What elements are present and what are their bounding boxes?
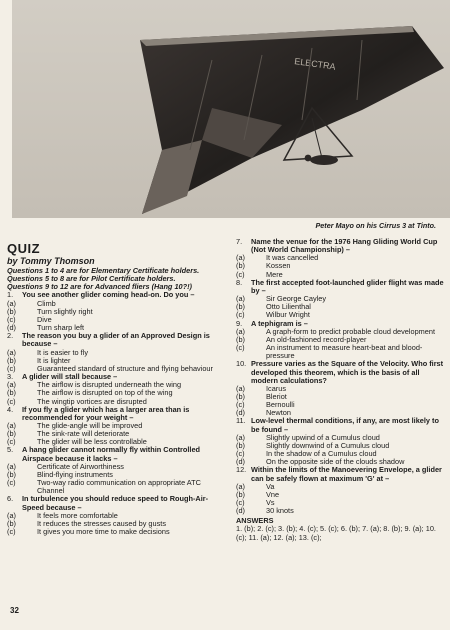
answer-option — [7, 479, 222, 495]
right-question-list — [236, 238, 446, 515]
option-text: Icarus — [266, 383, 286, 393]
option-letter: (a) — [7, 347, 16, 357]
quiz-question — [236, 360, 446, 384]
question-text: The reason you buy a glider of an Approved Design is because – — [22, 331, 210, 349]
option-text: Two-way radio communication on appropriate ATC Channel — [37, 478, 201, 496]
option-letter: (b) — [7, 355, 16, 365]
option-text: It feels more comfortable — [37, 510, 118, 520]
option-letter: (a) — [7, 461, 16, 471]
option-text: Blind-flying instruments — [37, 469, 113, 479]
quiz-question — [236, 466, 446, 482]
option-letter: (b) — [7, 388, 16, 398]
option-text: Newton — [266, 408, 291, 418]
option-letter: (c) — [7, 314, 16, 324]
question-text: A tephigram is – — [251, 318, 308, 328]
option-letter: (b) — [236, 334, 245, 344]
option-text: Certificate of Airworthiness — [37, 461, 124, 471]
option-text: 30 knots — [266, 506, 294, 516]
option-letter: (b) — [7, 469, 16, 479]
option-letter: (c) — [236, 343, 245, 353]
option-letter: (b) — [236, 261, 245, 271]
quiz-note: Questions 5 to 8 are for Pilot Certificate holders. — [7, 274, 176, 284]
hang-glider-image — [12, 0, 450, 218]
option-letter: (b) — [236, 302, 245, 312]
quiz-question — [236, 238, 446, 254]
option-letter: (c) — [236, 310, 245, 320]
option-text: Bernoulli — [266, 400, 295, 410]
option-text: Climb — [37, 298, 56, 308]
option-letter: (d) — [236, 457, 245, 467]
question-number: 8. — [236, 277, 243, 287]
option-text: Turn sharp left — [37, 323, 85, 333]
option-letter: (c) — [7, 478, 16, 488]
question-number: 6. — [7, 494, 14, 504]
question-number: 11. — [236, 416, 246, 426]
option-letter: (a) — [7, 420, 16, 430]
option-letter: (c) — [7, 527, 16, 536]
option-letter: (a) — [7, 510, 16, 520]
option-text: Sir George Cayley — [266, 294, 326, 304]
option-text: Dive — [37, 314, 52, 324]
quiz-question — [7, 406, 222, 422]
option-text: It is easier to fly — [37, 347, 89, 357]
svg-text:ELECTRA: ELECTRA — [293, 56, 337, 72]
option-text: A graph-form to predict probable cloud development — [266, 326, 436, 336]
question-number: 1. — [7, 290, 14, 300]
question-text: A glider will stall because – — [22, 372, 118, 382]
answer-option — [236, 344, 446, 360]
option-text: Vs — [266, 498, 275, 507]
option-text: Slightly downwind of a Cumulus cloud — [266, 440, 390, 450]
option-letter: (c) — [236, 498, 245, 507]
left-column — [7, 238, 222, 536]
option-text: Slightly upwind of a Cumulus cloud — [266, 432, 380, 442]
option-letter: (a) — [7, 298, 16, 308]
question-number: 10. — [236, 359, 247, 369]
option-text: Va — [266, 481, 275, 491]
option-letter: (b) — [236, 440, 245, 450]
option-text: On the opposite side of the clouds shadow — [266, 457, 405, 467]
question-number: 2. — [7, 331, 14, 341]
option-letter: (a) — [236, 326, 245, 336]
option-text: Kossen — [266, 261, 291, 271]
quiz-question — [236, 417, 446, 433]
option-text: Guaranteed standard of structure and flying behaviour — [37, 363, 213, 373]
option-text: The glider will be less controllable — [37, 437, 147, 447]
page-number: 32 — [10, 606, 19, 615]
quiz-byline: by Tommy Thomson — [7, 256, 95, 266]
quiz-note: Questions 9 to 12 are for Advanced fliers (Hang 10?!) — [7, 282, 192, 292]
option-letter: (c) — [236, 449, 245, 459]
question-text: Low-level thermal conditions, if any, are most likely to be found – — [251, 416, 439, 434]
hang-glider-photo — [12, 0, 450, 218]
option-text: The airflow is disrupted on top of the wing — [37, 388, 173, 398]
option-letter: (b) — [7, 429, 16, 439]
option-letter: (a) — [236, 481, 245, 491]
option-text: It reduces the stresses caused by gusts — [37, 518, 166, 528]
question-text: The first accepted foot-launched glider flight was made by – — [251, 277, 444, 295]
quiz-question — [7, 495, 222, 511]
option-letter: (d) — [7, 323, 16, 333]
option-letter: (c) — [236, 269, 245, 279]
question-text: Pressure varies as the Square of the Velocity. Who first developed this theorem, which is the basis of all modern calculations? — [251, 359, 444, 385]
option-letter: (b) — [236, 391, 245, 401]
answer-option — [7, 528, 222, 536]
option-text: Wilbur Wright — [266, 310, 310, 320]
question-text: A hang glider cannot normally fly within Controlled Airspace because it lacks – — [22, 445, 201, 463]
option-text: Turn slightly right — [37, 306, 93, 316]
option-text: In the shadow of a Cumulus cloud — [266, 449, 377, 459]
option-letter: (a) — [7, 380, 16, 390]
option-letter: (a) — [236, 253, 245, 263]
option-letter: (c) — [236, 400, 245, 410]
question-number: 4. — [7, 404, 14, 414]
quiz-question — [236, 279, 446, 295]
option-letter: (b) — [236, 489, 245, 499]
option-text: Otto Lilienthal — [266, 302, 311, 312]
answers-text: 1. (b); 2. (c); 3. (b); 4. (c); 5. (c); 6. (b); 7. (a); 8. (b); 9. (a); 10. (c); 11. (a); 12. (a); 13. (c); — [236, 524, 436, 542]
option-text: It is lighter — [37, 355, 71, 365]
option-letter: (c) — [7, 396, 16, 406]
option-letter: (a) — [236, 383, 245, 393]
option-text: An instrument to measure heart-beat and blood-pressure — [266, 343, 423, 361]
question-number: 5. — [7, 445, 14, 455]
option-letter: (c) — [7, 437, 16, 447]
option-letter: (b) — [7, 518, 16, 528]
quiz-question — [7, 446, 222, 462]
option-text: The sink-rate will deteriorate — [37, 429, 130, 439]
option-text: An old-fashioned record-player — [266, 334, 367, 344]
option-text: The glide-angle will be improved — [37, 420, 143, 430]
option-text: The wingtip vortices are disrupted — [37, 396, 147, 406]
question-text: In turbulence you should reduce speed to Rough-Air-Speed because – — [22, 494, 209, 512]
quiz-question — [7, 332, 222, 348]
right-column — [236, 238, 446, 542]
question-number: 9. — [236, 318, 243, 328]
question-number: 12. — [236, 465, 247, 475]
option-text: Vne — [266, 489, 280, 499]
photo-caption: Peter Mayo on his Cirrus 3 at Tinto. — [315, 221, 436, 230]
option-letter: (d) — [236, 408, 245, 418]
option-text: It gives you more time to make decisions — [37, 527, 170, 536]
option-text: Bleriot — [266, 391, 287, 401]
left-question-list — [7, 291, 222, 536]
option-letter: (a) — [236, 294, 245, 304]
answer-option — [236, 507, 446, 515]
question-text: You see another glider coming head-on. Do you – — [22, 290, 195, 300]
option-text: It was cancelled — [266, 253, 319, 263]
question-text: If you fly a glider which has a larger area than is recommended for your weight – — [22, 404, 190, 422]
answers-heading: ANSWERS — [236, 516, 274, 526]
option-letter: (c) — [7, 363, 16, 373]
option-letter: (b) — [7, 306, 16, 316]
question-number: 7. — [236, 237, 243, 246]
option-letter: (d) — [236, 506, 245, 516]
quiz-note: Questions 1 to 4 are for Elementary Certificate holders. — [7, 266, 200, 275]
question-number: 3. — [7, 372, 14, 382]
option-letter: (a) — [236, 432, 245, 442]
option-text: The airflow is disrupted underneath the wing — [37, 380, 182, 390]
question-text: Within the limits of the Manoevering Envelope, a glider can be safely flown at maximum 'G' at – — [251, 465, 442, 483]
option-text: Mere — [266, 269, 283, 279]
question-text: Name the venue for the 1976 Hang Gliding World Cup (Not World Championship) – — [251, 237, 438, 255]
quiz-title: QUIZ — [7, 241, 41, 256]
